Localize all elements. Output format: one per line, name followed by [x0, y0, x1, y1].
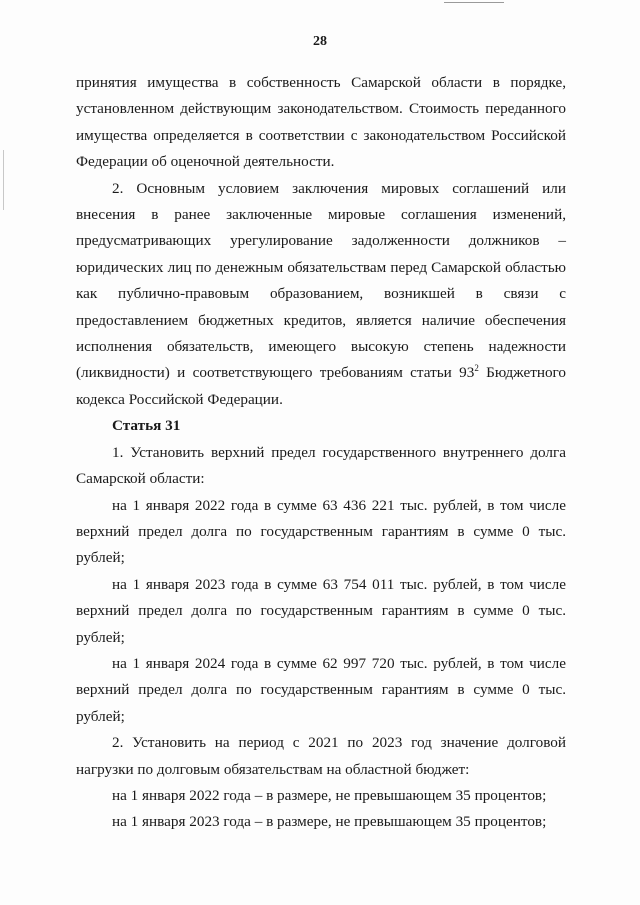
paragraph-debt-2022: на 1 января 2022 года в сумме 63 436 221 тыс. рублей, в том числе верхний предел долга по государственным гарантиям в сумме 0 тыс. рублей; — [76, 496, 566, 567]
paragraph-load-2022: на 1 января 2022 года – в размере, не превышающем 35 процентов; — [112, 786, 547, 804]
scan-edge-line-left — [3, 150, 4, 210]
paragraph-load-2023: на 1 января 2023 года – в размере, не превышающем 35 процентов; — [112, 813, 547, 831]
paragraph-continuation: принятия имущества в собственность Самарской области в порядке, установленном действующим законодательством. Стоимость переданного имущества определяется в соответствии с законодательством Российской Федерации об оценочной деятельности. — [76, 74, 566, 171]
paragraph-debt-2024: на 1 января 2024 года в сумме 62 997 720 тыс. рублей, в том числе верхний предел долга по государственным гарантиям в сумме 0 тыс. рублей; — [76, 654, 566, 725]
paragraph-tail: Бюджетного кодекса Российской Федерации. — [76, 364, 567, 408]
article-heading: Статья 31 — [112, 417, 181, 435]
paragraph-debt-limit: 1. Установить верхний предел государственного внутреннего долга Самарской области: — [76, 443, 566, 488]
document-body — [76, 70, 566, 836]
page-number: 28 — [313, 34, 327, 49]
scan-edge-line-top — [444, 2, 504, 3]
paragraph-text: 2. Основным условием заключения мировых соглашений или внесения в ранее заключенные мировые соглашения изменений, предусматривающих урегулирование задолженности должников – юридических лиц по денежным обязательствам перед Самарской областью как публично-правовым образованием, возникшей в связи с предоставлением бюджетных кредитов, является наличие обеспечения исполнения обязательств, имеющего высокую степень надежности (ликвидности) и соответствующего требованиям статьи 93 — [76, 179, 566, 382]
paragraph-debt-2023: на 1 января 2023 года в сумме 63 754 011 тыс. рублей, в том числе верхний предел долга по государственным гарантиям в сумме 0 тыс. рублей; — [76, 575, 566, 646]
paragraph-debt-load: 2. Установить на период с 2021 по 2023 год значение долговой нагрузки по долговым обязательствам на областной бюджет: — [76, 734, 566, 778]
paragraph-settlement-agreements — [76, 176, 566, 414]
superscript: 2 — [474, 363, 479, 374]
